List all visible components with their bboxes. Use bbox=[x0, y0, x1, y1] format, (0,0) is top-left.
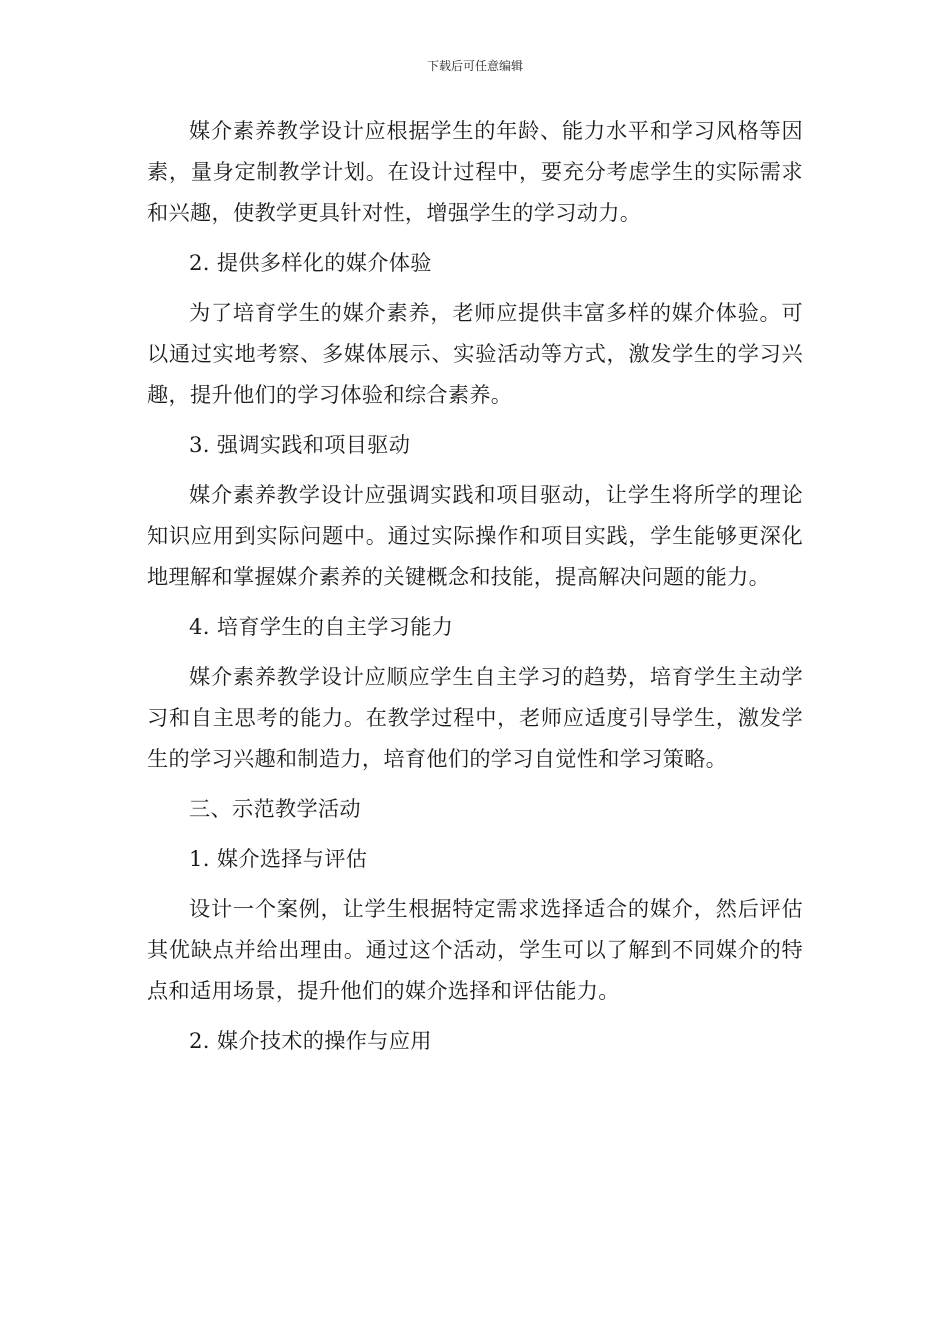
heading-diverse-media-experience: 2. 提供多样化的媒介体验 bbox=[189, 250, 432, 275]
page-header-note: 下载后可任意编辑 bbox=[426, 59, 523, 73]
paragraph-tailored-design: 媒介素养教学设计应根据学生的年龄、能力水平和学习风格等因素，量身定制教学计划。在设计过程中，要充分考虑学生的实际需求和兴趣，使教学更具针对性，增强学生的学习动力。 bbox=[147, 118, 803, 225]
heading-practice-project-driven: 3. 强调实践和项目驱动 bbox=[189, 432, 411, 457]
heading-media-selection: 1. 媒介选择与评估 bbox=[189, 846, 368, 871]
paragraph-media-experience: 为了培育学生的媒介素养，老师应提供丰富多样的媒介体验。可以通过实地考察、多媒体展示、实验活动等方式，激发学生的学习兴趣，提升他们的学习体验和综合素养。 bbox=[147, 300, 803, 407]
document-body bbox=[147, 110, 803, 1070]
paragraph-practice-project: 媒介素养教学设计应强调实践和项目驱动，让学生将所学的理论知识应用到实际问题中。通过实际操作和项目实践，学生能够更深化地理解和掌握媒介素养的关键概念和技能，提高解决问题的能力。 bbox=[147, 482, 803, 589]
heading-autonomous-learning: 4. 培育学生的自主学习能力 bbox=[189, 614, 454, 639]
paragraph-autonomous-learning: 媒介素养教学设计应顺应学生自主学习的趋势，培育学生主动学习和自主思考的能力。在教学过程中，老师应适度引导学生，激发学生的学习兴趣和制造力，培育他们的学习自觉性和学习策略。 bbox=[147, 664, 803, 771]
heading-media-technology: 2. 媒介技术的操作与应用 bbox=[189, 1028, 432, 1053]
paragraph-media-selection: 设计一个案例，让学生根据特定需求选择适合的媒介，然后评估其优缺点并给出理由。通过这个活动，学生可以了解到不同媒介的特点和适用场景，提升他们的媒介选择和评估能力。 bbox=[147, 896, 803, 1003]
heading-section-three: 三、示范教学活动 bbox=[189, 796, 361, 821]
